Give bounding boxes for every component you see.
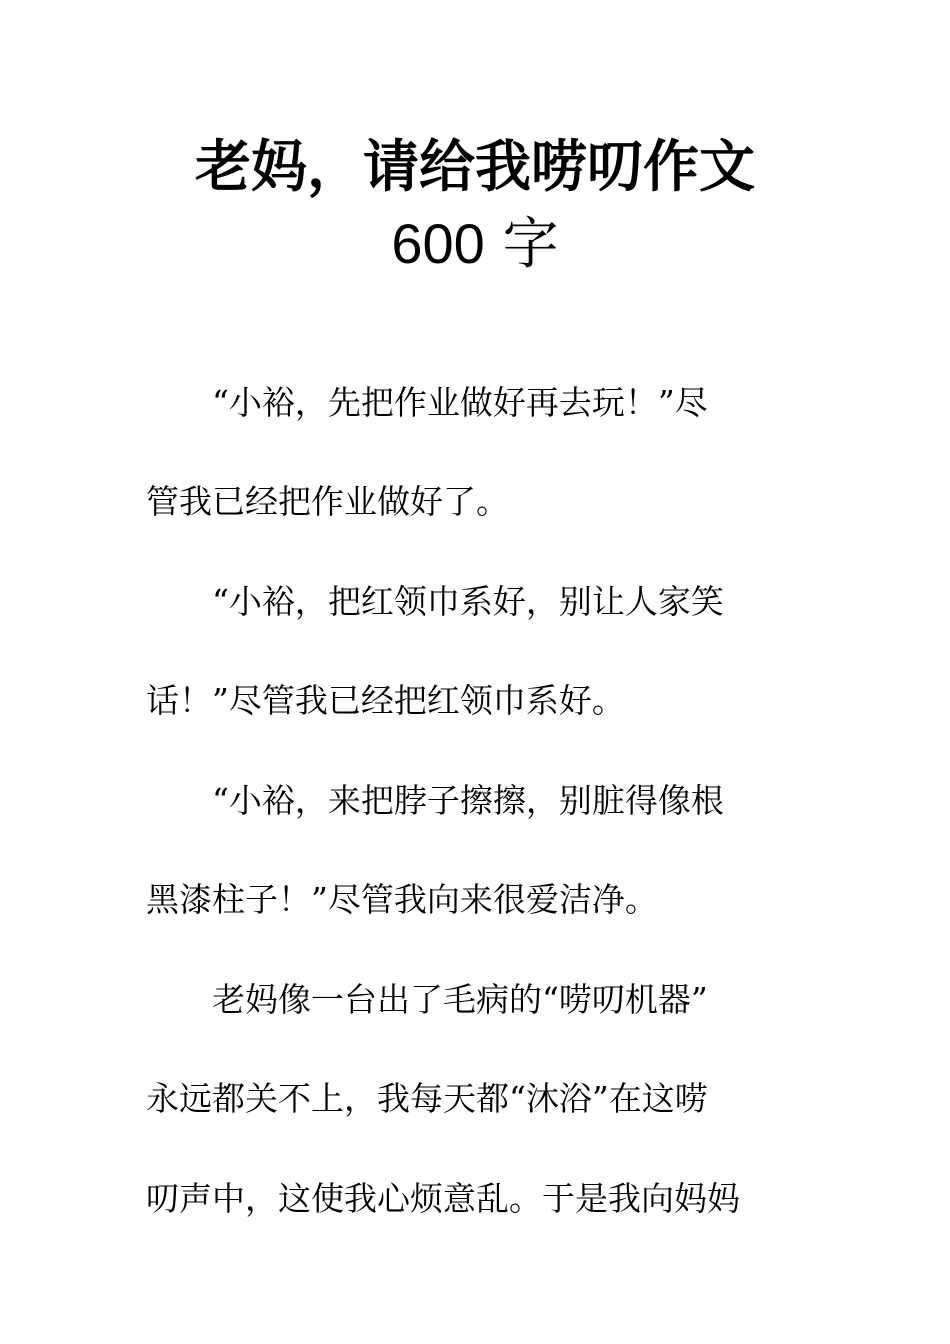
- word-count-number: 600: [391, 212, 485, 275]
- document-title: 老妈，请给我唠叨作文: [195, 135, 755, 200]
- paragraph-line: “小裕，来把脖子擦擦，别脏得像根: [146, 781, 724, 820]
- paragraph-line: 管我已经把作业做好了。: [146, 482, 509, 521]
- paragraph-line: “小裕，先把作业做好再去玩！”尽: [146, 383, 708, 422]
- paragraph-line: 黑漆柱子！”尽管我向来很爱洁净。: [146, 880, 658, 919]
- document-subtitle: [0, 212, 950, 277]
- paragraph-line: 话！”尽管我已经把红领巾系好。: [146, 681, 625, 720]
- word-count-unit: 字: [502, 212, 559, 277]
- paragraph-line: 叨声中，这使我心烦意乱。于是我向妈妈: [146, 1179, 740, 1218]
- paragraph-line: 老妈像一台出了毛病的“唠叨机器”: [146, 980, 708, 1019]
- paragraph-line: 永远都关不上，我每天都“沐浴”在这唠: [146, 1079, 708, 1118]
- paragraph-line: “小裕，把红领巾系好，别让人家笑: [146, 582, 724, 621]
